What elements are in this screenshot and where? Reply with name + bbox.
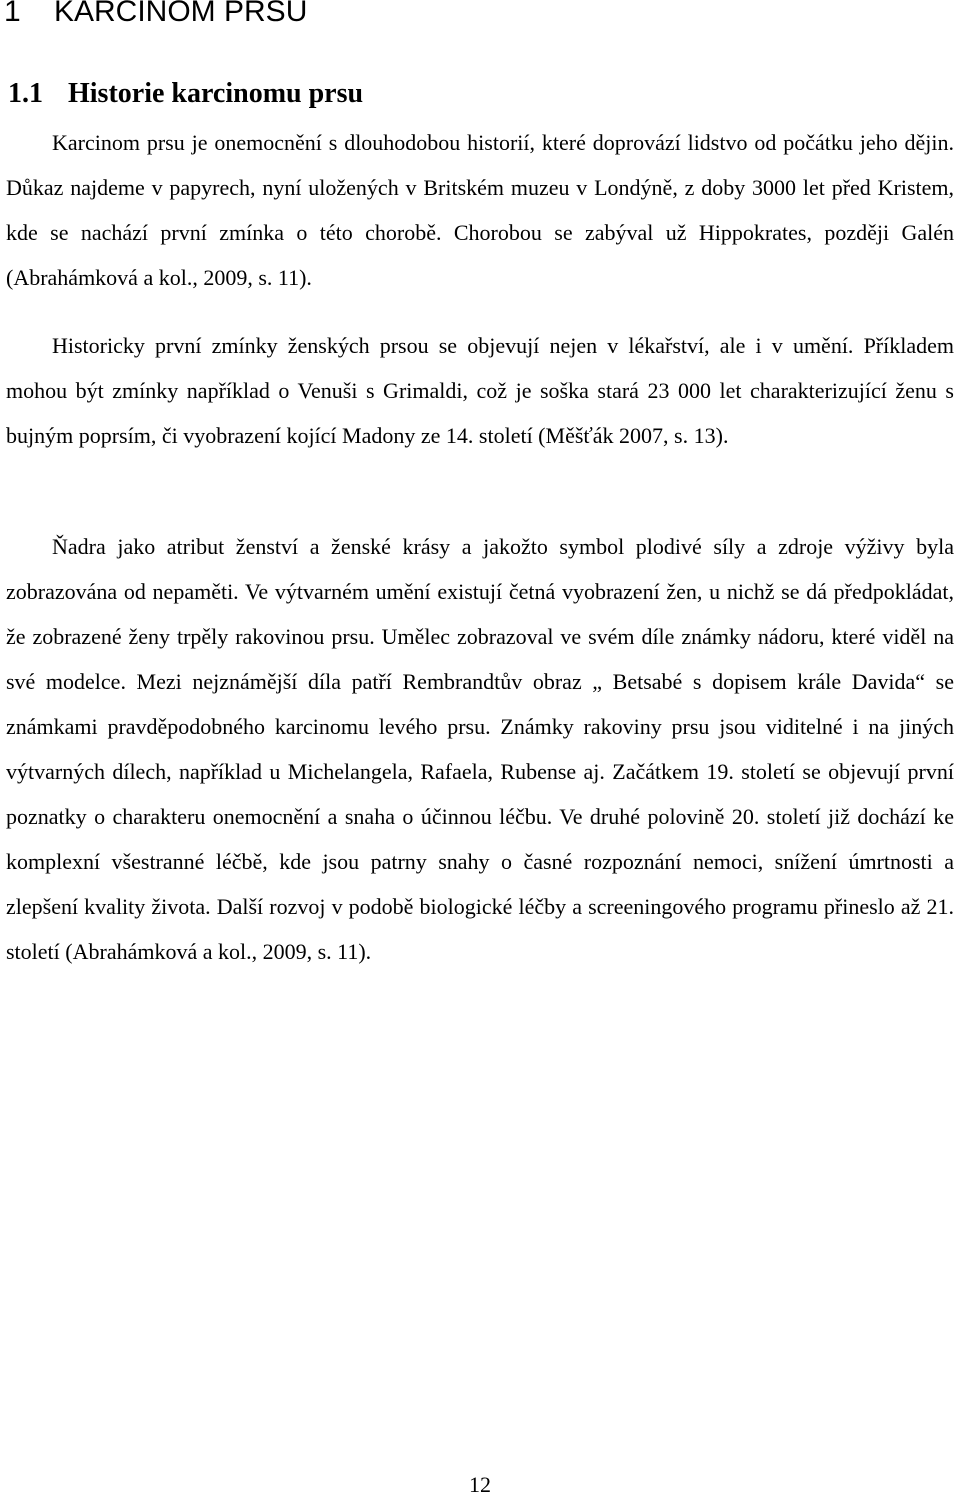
section-number: 1.1 bbox=[8, 78, 43, 109]
page-number: 12 bbox=[469, 1472, 491, 1497]
paragraph-history-origins: Karcinom prsu je onemocnění s dlouhodobou historií, které doprovází lidstvo od počátku jeho dějin. Důkaz najdeme v papyrech, nyní uložených v Britském muzeu v Londýně, z doby 3000 let před Kristem, kde se nachází první zmínka o této chorobě. Chorobou se zabýval už Hippokrates, později Galén (Abrahámková a kol., 2009, s. 11). bbox=[6, 130, 954, 290]
chapter-title: KARCINOM PRSU bbox=[54, 0, 308, 28]
chapter-heading bbox=[4, 0, 307, 32]
paragraph-art-depictions: Ňadra jako atribut ženství a ženské krásy a jakožto symbol plodivé síly a zdroje výživy byla zobrazována od nepaměti. Ve výtvarném umění existují četná vyobrazení žen, u nichž se dá předpokládat, že zobrazené ženy trpěly rakovinou prsu. Umělec zobrazoval ve svém díle známky nádoru, které viděl na své modelce. Mezi nejznámější díla patří Rembrandtův obraz „ Betsabé s dopisem krále Davida“ se známkami pravděpodobného karcinomu levého prsu. Známky rakoviny prsu jsou viditelné i na jiných výtvarných dílech, například u Michelangela, Rafaela, Rubense aj. Začátkem 19. století se objevují první poznatky o charakteru onemocnění a snaha o účinnou léčbu. Ve druhé polovině 20. století již dochází ke komplexní všestranné léčbě, kde jsou patrny snahy o časné rozpoznání nemoci, snížení úmrtnosti a zlepšení kvality života. Další rozvoj v podobě biologické léčby a screeningového programu přineslo až 21. století (Abrahámková a kol., 2009, s. 11). bbox=[6, 534, 954, 964]
section-title: Historie karcinomu prsu bbox=[68, 78, 364, 109]
paragraph-first-mentions: Historicky první zmínky ženských prsou se objevují nejen v lékařství, ale i v umění. Příkladem mohou být zmínky například o Venuši s Grimaldi, což je soška stará 23 000 let charakterizující ženu s bujným poprsím, či vyobrazení kojící Madony ze 14. století (Měšťák 2007, s. 13). bbox=[6, 333, 954, 448]
chapter-number: 1 bbox=[4, 0, 21, 28]
section-heading bbox=[8, 76, 363, 112]
